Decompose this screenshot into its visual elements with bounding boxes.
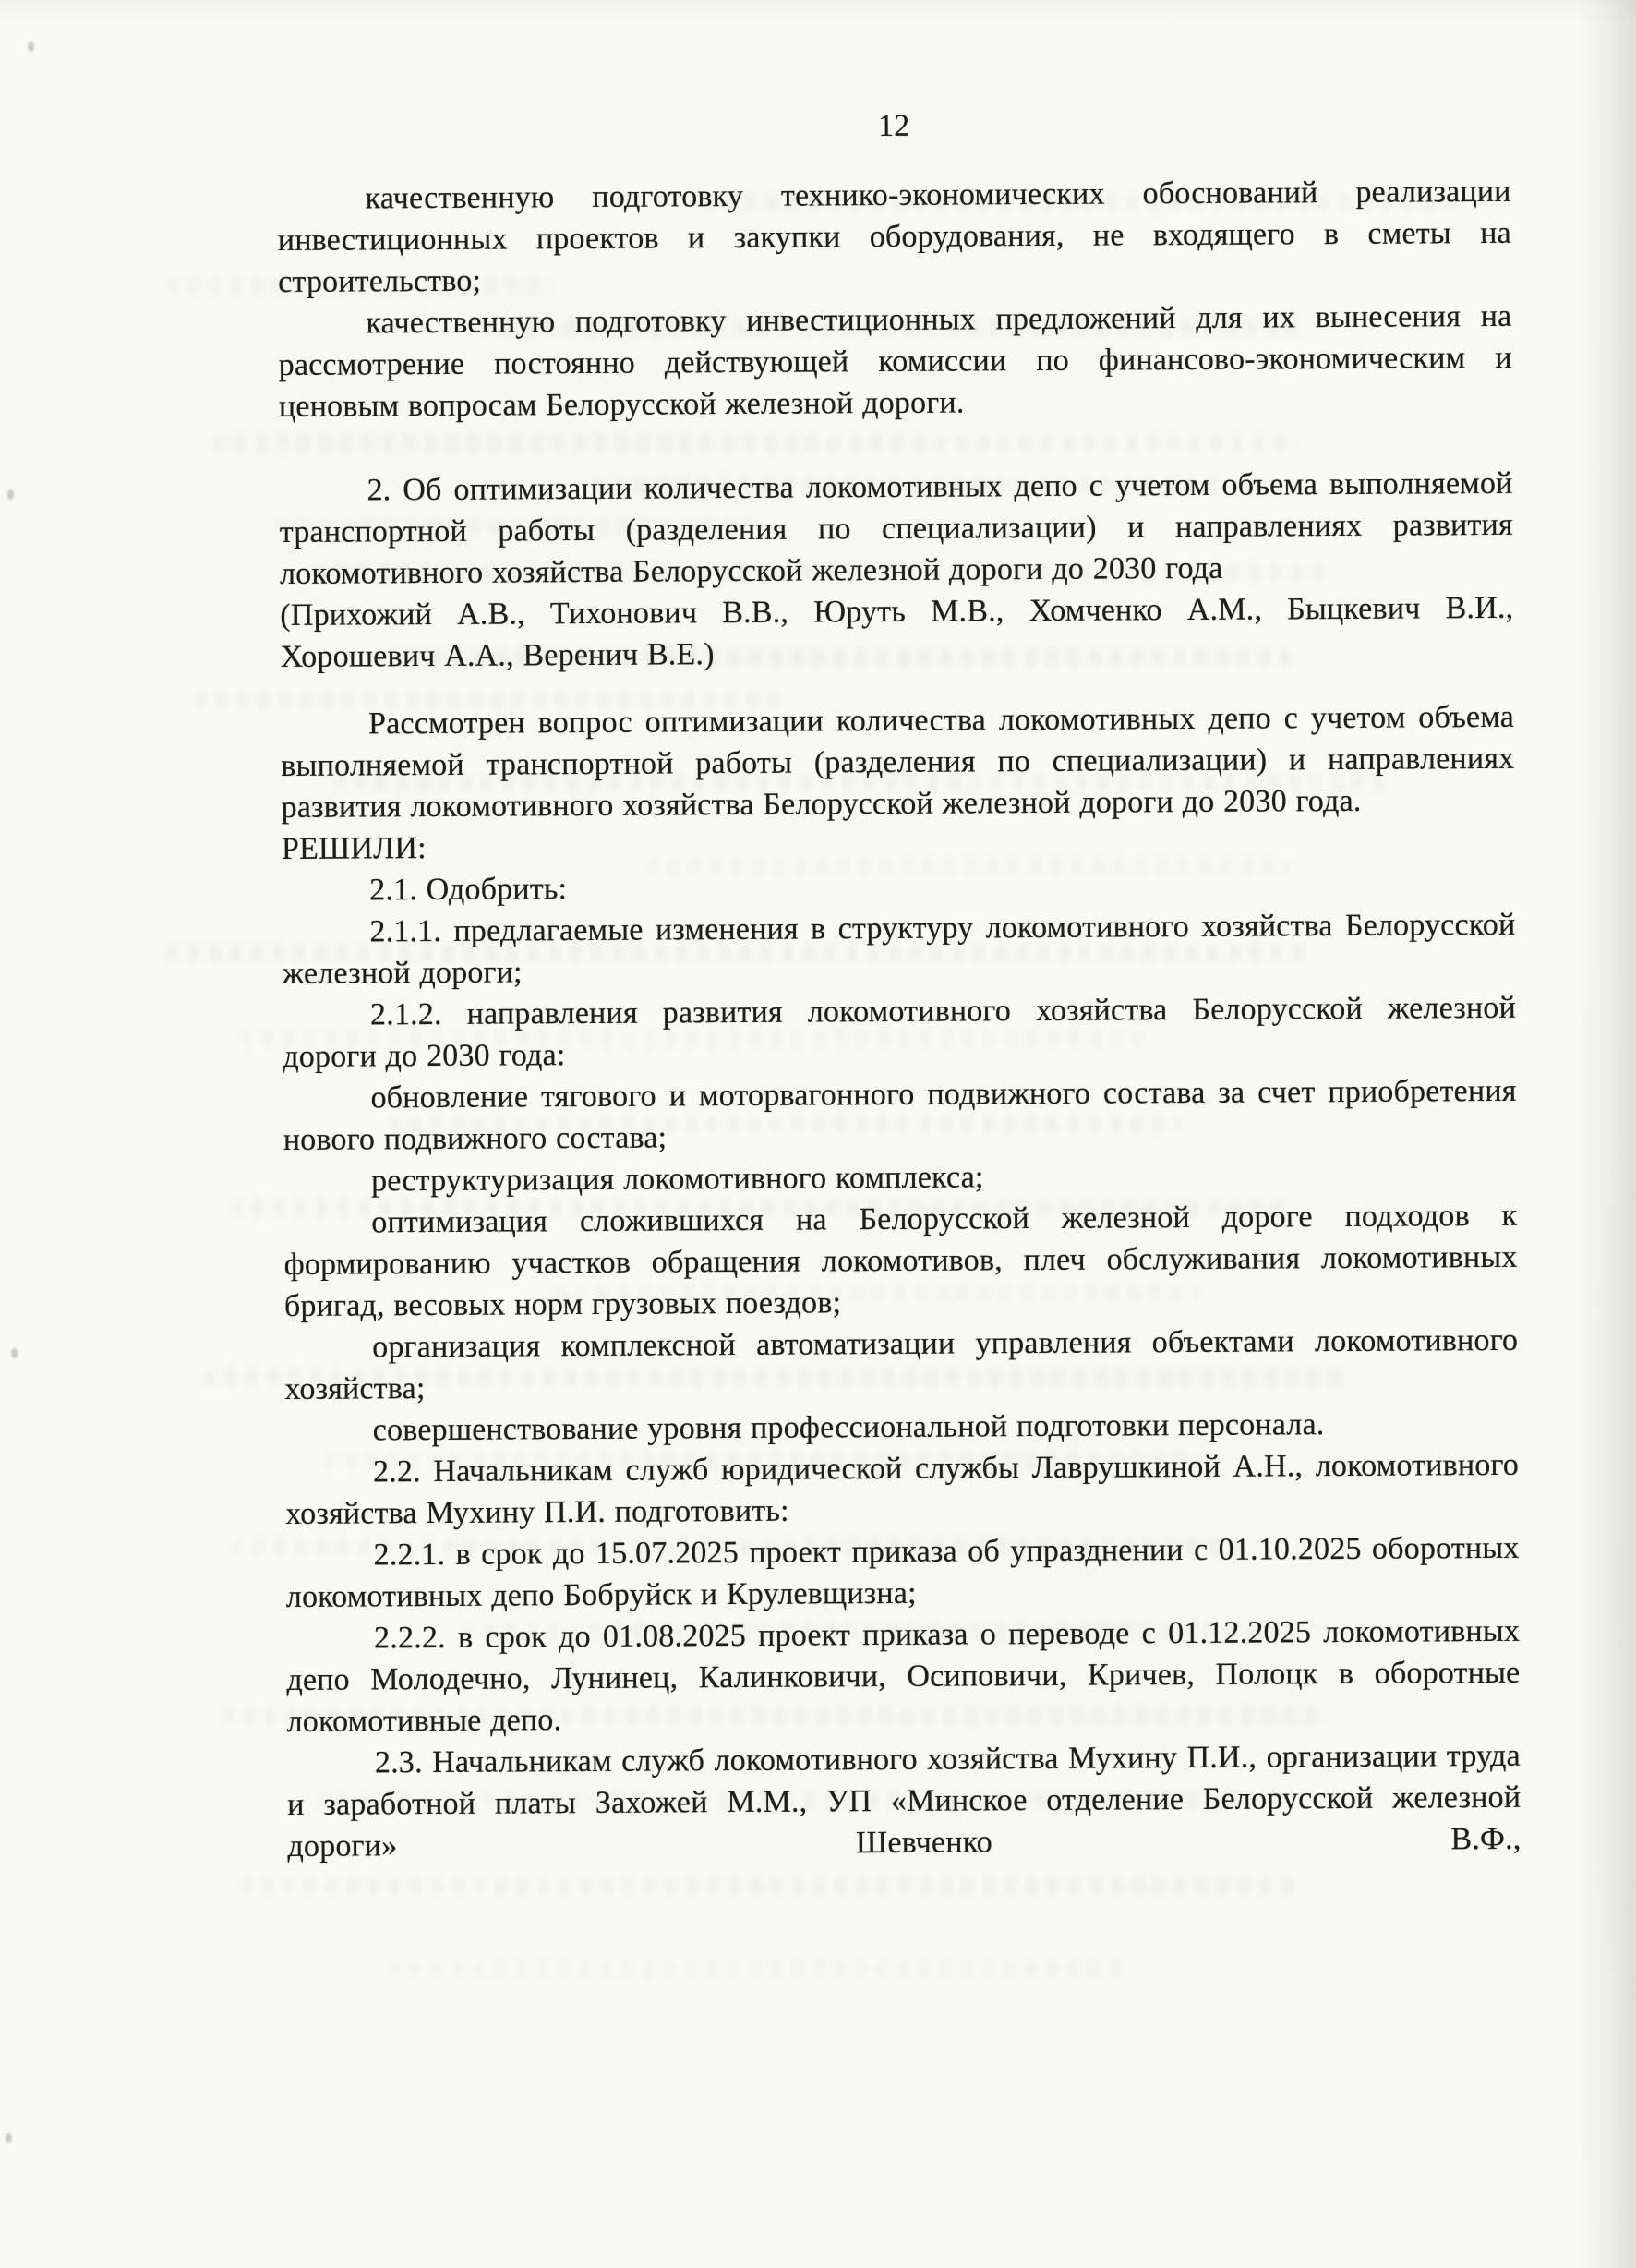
paragraph: 2.2. Начальникам служб юридической службы Лаврушкиной А.Н., локомотивного хозяйства Мухину П.И. подготовить: — [285, 1447, 1520, 1531]
paragraph: РЕШИЛИ: — [281, 831, 427, 866]
paragraph: 2.3. Начальникам служб локомотивного хозяйства Мухину П.И., организации труда и заработной платы Захожей М.М., УП «Минское отделение Белорусской железной дороги» Шевченко В.Ф., — [287, 1738, 1522, 1864]
paragraph: реструктуризация локомотивного комплекса; — [370, 1160, 984, 1199]
paragraph: (Прихожий А.В., Тихонович В.В., Юруть М.В., Хомченко А.М., Быцкевич В.И., Хорошевич А.А., Веренич В.Е.) — [280, 590, 1514, 674]
paragraph: 2.1. Одобрить: — [369, 872, 568, 908]
paragraph: 2.2.2. в срок до 01.08.2025 проект приказа о переводе с 01.12.2025 локомотивных депо Молодечно, Лунинец, Калинковичи, Осиповичи, Кричев, Полоцк в оборотные локомотивные депо. — [286, 1613, 1521, 1739]
scan-edge-shadow-top — [0, 0, 1636, 24]
paragraph: качественную подготовку технико-экономических обоснований реализации инвестиционных проектов и закупки оборудования, не входящего в сметы на строительство; — [277, 174, 1511, 299]
paragraphs-container — [277, 171, 1521, 1867]
paragraph: оптимизация сложившихся на Белорусской железной дороге подходов к формированию участков обращения локомотивов, плеч обслуживания локомотивных бригад, весовых норм грузовых поездов; — [283, 1198, 1518, 1323]
scan-speck — [28, 42, 34, 52]
scan-speck — [11, 1348, 18, 1358]
paragraph: организация комплексной автоматизации управления объектами локомотивного хозяйства; — [284, 1322, 1519, 1406]
paragraph: качественную подготовку инвестиционных предложений для их вынесения на рассмотрение постоянно действующей комиссии по финансово-экономическим и ценовым вопросам Белорусской железной дороги. — [278, 298, 1512, 424]
page-content — [277, 102, 1522, 1867]
page-number: 12 — [878, 108, 910, 144]
paragraph: 2.2.1. в срок до 15.07.2025 проект приказа об упразднении с 01.10.2025 оборотных локомотивных депо Бобруйск и Крулевщизна; — [285, 1530, 1520, 1614]
paragraph: обновление тягового и моторвагонного подвижного состава за счет приобретения нового подвижного состава; — [283, 1073, 1517, 1157]
scan-speck — [7, 489, 14, 500]
scan-edge-shadow-right — [1577, 0, 1636, 2268]
paragraph: 2.1.1. предлагаемые изменения в структуру локомотивного хозяйства Белорусской железной дороги; — [282, 907, 1516, 991]
bleedthrough-line — [240, 1876, 1302, 1895]
paragraph: 2. Об оптимизации количества локомотивных депо с учетом объема выполняемой транспортной работы (разделения по специализации) и направлениях развития локомотивного хозяйства Белорусской железной дороги до 2030 года — [279, 465, 1513, 591]
paragraph: 2.1.2. направления развития локомотивного хозяйства Белорусской железной дороги до 2030 года: — [283, 990, 1517, 1074]
paragraph: совершенствование уровня профессиональной подготовки персонала. — [372, 1407, 1325, 1448]
scan-speck — [6, 2133, 12, 2143]
paragraph: Рассмотрен вопрос оптимизации количества локомотивных депо с учетом объема выполняемой транспортной работы (разделения по специализации) и направлениях развития локомотивного хозяйства Белорусской железной дороги до 2030 года. — [281, 699, 1515, 825]
bleedthrough-line — [388, 1960, 1126, 1978]
